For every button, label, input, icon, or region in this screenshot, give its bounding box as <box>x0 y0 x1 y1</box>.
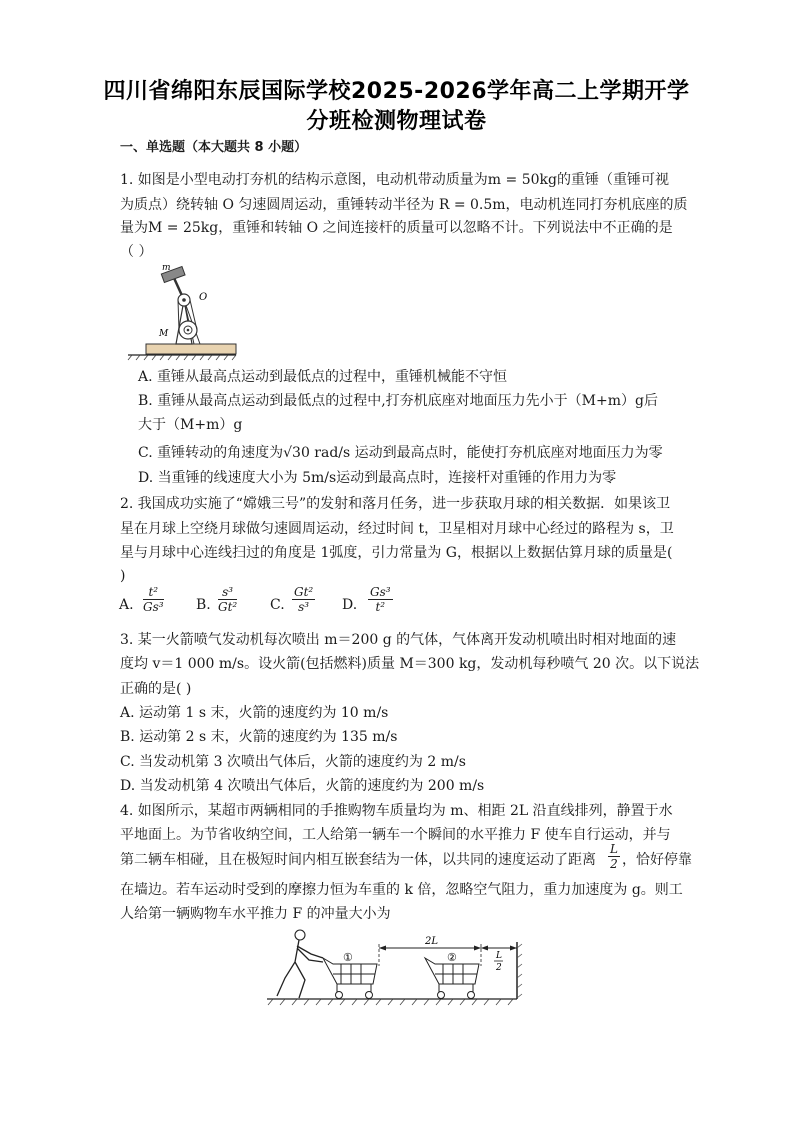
cart-2-label: ② <box>447 951 457 964</box>
q3-line: 度均 v＝1 000 m/s。设火箭(包括燃料)质量 M＝300 kg，发动机每秒喷气 20 次。以下说法 <box>120 656 700 672</box>
q2-option-a-numerator: t² <box>143 585 164 600</box>
q1-option-a[interactable]: A. 重锤从最高点运动到最低点的过程中，重锤机械能不守恒 <box>138 369 508 385</box>
shopping-cart-figure <box>265 926 535 1008</box>
cart-1-label: ① <box>343 951 353 964</box>
rammer-axis-label: O <box>199 292 208 303</box>
q2-option-c-numerator: Gt² <box>294 585 314 599</box>
distance-2l-label: 2L <box>425 936 439 947</box>
q1-option-c[interactable]: C. 重锤转动的角速度为√30 rad/s 运动到最高点时，能使打夯机底座对地面压力为零 <box>138 445 663 461</box>
distance-l-denominator: 2 <box>496 963 502 973</box>
q2-option-b-numerator: s³ <box>218 585 237 600</box>
q1-option-b-continued: 大于（M+m）g <box>138 417 243 433</box>
q2-option-d-denominator: t² <box>375 600 386 614</box>
q4-fraction-numerator: L <box>610 842 618 856</box>
q4-fraction-denominator: 2 <box>610 857 618 871</box>
q3-option-a[interactable]: A. 运动第 1 s 末，火箭的速度约为 10 m/s <box>120 705 389 721</box>
q4-line: 4. 如图所示，某超市两辆相同的手推购物车质量均为 m、相距 2L 沿直线排列，静置于水 <box>120 803 673 819</box>
section-heading: 一、单选题（本大题共 8 小题） <box>120 140 308 155</box>
q2-option-c-label: C. <box>270 597 285 613</box>
q1-line: 为质点）绕转轴 O 匀速圆周运动，重锤转动半径为 R = 0.5m，电动机连同打夯机底座的质 <box>120 197 688 213</box>
exam-title-line1: 四川省绵阳东辰国际学校2025-2026学年高二上学期开学 <box>103 79 690 104</box>
q2-line: 星在月球上空绕月球做匀速圆周运动，经过时间 t，卫星相对月球中心经过的路程为 s，卫 <box>120 521 674 537</box>
q3-option-b[interactable]: B. 运动第 2 s 末，火箭的速度约为 135 m/s <box>120 729 398 745</box>
q2-line: 2. 我国成功实施了“嫦娥三号”的发射和落月任务，进一步获取月球的相关数据．如果该卫 <box>120 496 671 512</box>
q1-line: 1. 如图是小型电动打夯机的结构示意图，电动机带动质量为m = 50kg的重锤（重锤可视 <box>120 172 669 188</box>
q4-line: 平地面上。为节省收纳空间，工人给第一辆车一个瞬间的水平推力 F 使车自行运动，并与 <box>120 827 671 843</box>
q2-option-a-denominator: Gs³ <box>143 600 164 614</box>
q2-option-a-label: A. <box>119 597 134 613</box>
exam-title-line2: 分班检测物理试卷 <box>306 109 487 134</box>
q3-line: 3. 某一火箭喷气发动机每次喷出 m＝200 g 的气体，气体离开发动机喷出时相对地面的速 <box>120 632 677 648</box>
rammer-mass-label: m <box>162 263 171 273</box>
distance-l-numerator: L <box>496 951 502 961</box>
q2-option-d-numerator: Gs³ <box>370 585 391 599</box>
q1-line: 量为M = 25kg，重锤和转轴 O 之间连接杆的质量可以忽略不计。下列说法中不正确的是 <box>120 220 673 236</box>
q1-line: （ ） <box>120 244 153 260</box>
q3-option-c[interactable]: C. 当发动机第 3 次喷出气体后，火箭的速度约为 2 m/s <box>120 754 466 770</box>
q1-option-d[interactable]: D. 当重锤的线速度大小为 5m/s运动到最高点时，连接杆对重锤的作用力为零 <box>138 470 617 486</box>
q2-option-c-denominator: s³ <box>298 600 310 614</box>
q2-option-b-denominator: Gt² <box>218 600 238 614</box>
q1-option-b[interactable]: B. 重锤从最高点运动到最低点的过程中,打夯机底座对地面压力先小于（M+m）g后 <box>138 393 658 409</box>
q4-line: 第二辆车相碰，且在极短时间内相互嵌套结为一体，以共同的速度运动了距离 <box>120 852 596 868</box>
rammer-base-mass-label: M <box>159 329 169 339</box>
q4-line: 在墙边。若车运动时受到的摩擦力恒为车重的 k 倍，忽略空气阻力，重力加速度为 g。则工 <box>120 882 683 898</box>
rammer-figure <box>126 262 238 362</box>
q2-option-d-label: D. <box>342 597 358 613</box>
q4-line: 人给第一辆购物车水平推力 F 的冲量大小为 <box>120 906 391 922</box>
q2-line: 星与月球中心连线扫过的角度是 1弧度，引力常量为 G，根据以上数据估算月球的质量是( <box>120 545 673 561</box>
q4-distance-fraction <box>608 842 620 871</box>
q2-option-b-label: B. <box>196 597 211 613</box>
q4-line-tail: ，恰好停靠 <box>622 852 692 868</box>
q2-line: ) <box>120 568 126 584</box>
q3-line: 正确的是( ) <box>120 681 192 697</box>
q3-option-d[interactable]: D. 当发动机第 4 次喷出气体后，火箭的速度约为 200 m/s <box>120 778 485 794</box>
